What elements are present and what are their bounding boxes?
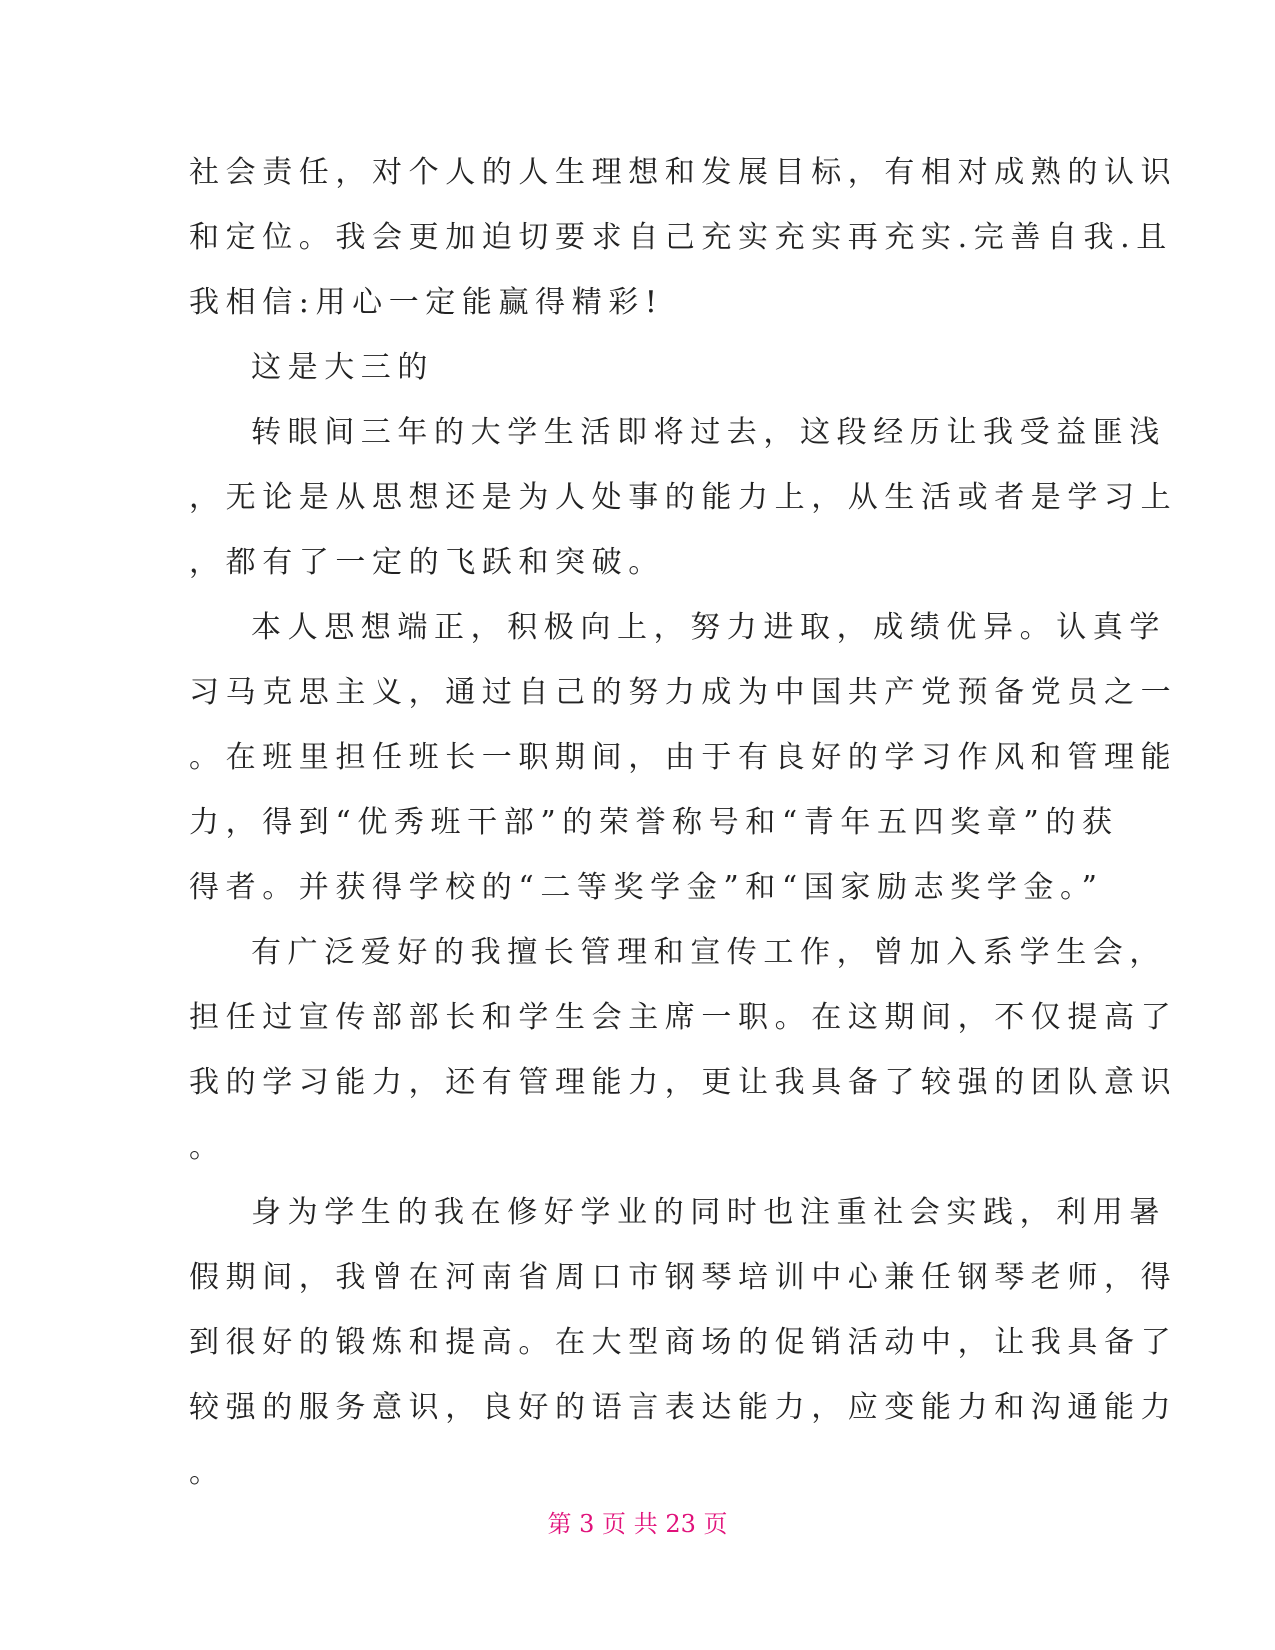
text-line: 和定位。我会更加迫切要求自己充实充实再充实.完善自我.且: [189, 220, 1173, 255]
paragraph: [189, 400, 1178, 595]
paragraph: [189, 595, 1178, 920]
footer-total-word: 共: [633, 1510, 658, 1538]
text-line: 本人思想端正，积极向上，努力进取，成绩优异。认真学: [251, 610, 1166, 645]
paragraph: [189, 920, 1178, 1180]
document-body: [189, 140, 1178, 1505]
text-line: 力，得到“优秀班干部”的荣誉称号和“青年五四奖章”的获: [189, 805, 1119, 840]
text-line: 我相信:用心一定能赢得精彩!: [189, 285, 664, 320]
current-page-number: 3: [579, 1510, 595, 1538]
total-page-count: 23: [665, 1510, 696, 1538]
text-line: 。在班里担任班长一职期间，由于有良好的学习作风和管理能: [189, 740, 1178, 775]
footer-page-word: 页: [602, 1510, 627, 1538]
paragraph: [189, 140, 1178, 335]
text-line: 习马克思主义，通过自己的努力成为中国共产党预备党员之一: [189, 675, 1178, 710]
text-line: 担任过宣传部部长和学生会主席一职。在这期间，不仅提高了: [189, 1000, 1178, 1035]
paragraph: [189, 335, 1089, 400]
text-line: 我的学习能力，还有管理能力，更让我具备了较强的团队意识: [189, 1065, 1178, 1100]
text-line: 。: [189, 1130, 226, 1165]
page-number-footer: [0, 1508, 1275, 1540]
paragraph: [189, 1180, 1178, 1505]
text-line: 到很好的锻炼和提高。在大型商场的促销活动中，让我具备了: [189, 1325, 1178, 1360]
text-line: ，无论是从思想还是为人处事的能力上，从生活或者是学习上: [189, 480, 1178, 515]
footer-prefix: 第: [547, 1510, 572, 1538]
text-line: 社会责任，对个人的人生理想和发展目标，有相对成熟的认识: [189, 155, 1178, 190]
text-line: 较强的服务意识，良好的语言表达能力，应变能力和沟通能力: [189, 1390, 1178, 1425]
text-line: 得者。并获得学校的“二等奖学金”和“国家励志奖学金。”: [189, 870, 1104, 905]
text-line: 转眼间三年的大学生活即将过去，这段经历让我受益匪浅: [251, 415, 1166, 450]
text-line: ，都有了一定的飞跃和突破。: [189, 545, 665, 580]
text-line: 有广泛爱好的我擅长管理和宣传工作，曾加入系学生会，: [251, 935, 1166, 970]
text-line: 这是大三的: [251, 350, 434, 385]
text-line: 身为学生的我在修好学业的同时也注重社会实践，利用暑: [251, 1195, 1166, 1230]
text-line: 假期间，我曾在河南省周口市钢琴培训中心兼任钢琴老师，得: [189, 1260, 1178, 1295]
text-line: 。: [189, 1455, 226, 1490]
footer-suffix: 页: [703, 1510, 728, 1538]
